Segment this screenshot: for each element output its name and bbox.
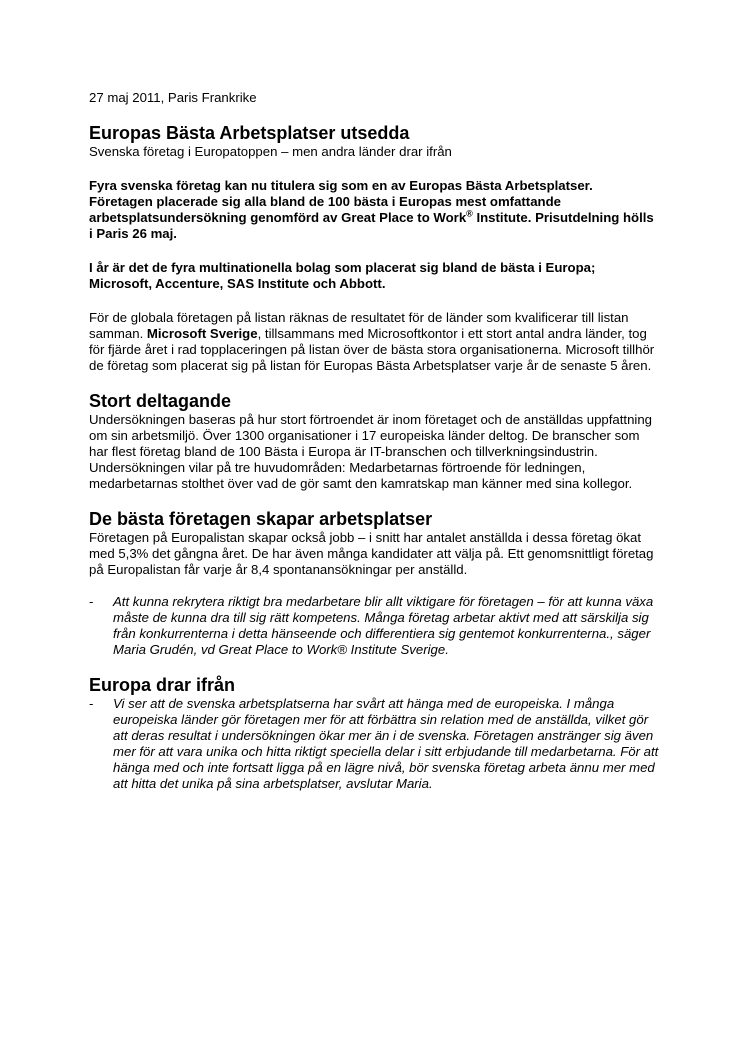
section-heading-europe: Europa drar ifrån	[89, 675, 236, 695]
intro-text-before: För de globala företagen på listan räknas de resultatet för de länder som kvalificerar till listan samman.	[89, 310, 629, 341]
section-heading-participation: Stort deltagande	[89, 391, 232, 411]
intro-bold-company: Microsoft Sverige	[146, 326, 258, 341]
lead-tail: Institute. Prisutdelning hölls i Paris 26 maj.	[89, 210, 654, 241]
section-text-jobs: Företagen på Europalistan skapar också jobb – i snitt har antalet anställda i dessa företag ökat med 5,3% det gångna året. De har även många kandidater att välja på. Ett genomsnittligt företag på Europalistan får varje år 8,4 spontanansökningar per anställd.	[89, 530, 654, 577]
section-text-participation: Undersökningen baseras på hur stort förtroendet är inom företaget och de anställdas uppfattning om sin arbetsmiljö. Över 1300 organisationer i 17 europeiska länder deltog. De branscher som har flest företag bland de 100 Bästa i Europa är IT-branschen och tillverkningsindustrin. Undersökningen vilar på tre huvudområden: Medarbetarnas förtroende för ledningen, medarbetarnas stolthet över vad de gör samt den kamratskap man känner med sina kollegor.	[89, 412, 653, 491]
quote-text: Vi ser att de svenska arbetsplatserna har svårt att hänga med de europeiska. I många europeiska länder gör företagen mer för att förbättra sin relation med de anställda, vilket gör att deras resultat i undersökningen ökar mer än i de svenska. Företagen anstränger sig även mer för att vara unika och hitta riktigt speciella delar i sitt erbjudande till medarbetarna. För att hänga med och inte fortsatt ligga på en lägre nivå, bör svenska företag arbeta ännu mer med att hitta det unika på sina arbetsplatser, avslutar Maria.	[113, 696, 659, 791]
intro-text-after: , tillsammans med Microsoftkontor i ett stort antal andra länder, tog för fjärde året i rad topplaceringen på listan över de bästa stora organisationerna. Microsoft tillhör de företag som placerat sig på listan för Europas Bästa Arbetsplatser varje år de senaste 5 åren.	[89, 326, 655, 373]
subtitle: Svenska företag i Europatoppen – men andra länder drar ifrån	[89, 144, 452, 159]
quote-text: Att kunna rekrytera riktigt bra medarbetare blir allt viktigare för företagen – för att kunna växa måste de kunna dra till sig rätt kompetens. Många företag arbetar aktivt med att särskilja sig från konkurrenterna i detta hänseende och differentiera sig gentemot konkurrenterna., säger Maria Grudén, vd Great Place to Work® Institute Sverige.	[113, 594, 654, 657]
lead-paragraph-2: I år är det de fyra multinationella bolag som placerat sig bland de bästa i Europa; Microsoft, Accenture, SAS Institute och Abbott.	[89, 260, 596, 291]
registered-mark: ®	[466, 208, 473, 219]
intro-paragraph	[89, 310, 659, 374]
list-dash: -	[89, 594, 94, 609]
section-heading-jobs: De bästa företagen skapar arbetsplatser	[89, 509, 433, 529]
quote-recruitment	[89, 594, 659, 658]
page-title: Europas Bästa Arbetsplatser utsedda	[89, 123, 410, 143]
quote-europe	[89, 696, 659, 792]
dateline: 27 maj 2011, Paris Frankrike	[89, 90, 257, 105]
press-release	[89, 90, 659, 808]
lead-paragraph	[89, 178, 659, 242]
list-dash: -	[89, 696, 94, 711]
lead-text: Fyra svenska företag kan nu titulera sig som en av Europas Bästa Arbetsplatser. Företagen placerade sig alla bland de 100 bästa i Europas mest omfattande arbetsplatsundersökning genomförd av Great Place to Work	[89, 178, 593, 225]
